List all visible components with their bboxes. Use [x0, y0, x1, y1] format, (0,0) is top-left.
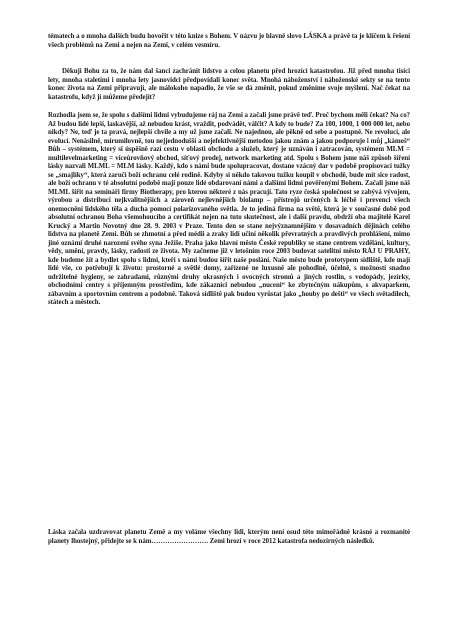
paragraph-intro: tématech a o mnoha dalších budu hovořit v této knize s Bohem. V názvu je hlavně slovo LÁSKA a právě ta je klíčem k řešení všech problémů na Zemi a nejen na Zemi, v celém vesmíru.: [48, 33, 410, 49]
paragraph-thanks: Děkuji Bohu za to, že nám dal šanci zachránit lidstvo a celou planetu před hrozící katastrofou. Již před mnoha tisíci lety, mnoha staletími i mnoha lety jasnovidci předpovídali konec světa. Mnohá náboženství i náboženské sekty se na tento konec života na Zemi připravují, ale málokoho napadlo, že vše se dá změnit, pokud změníme svoje myšlení. Nač čekat na katastrofu, když jí můžeme předejít?: [48, 68, 410, 101]
paragraph-closing: Láska začala uzdravovat planetu Země a my voláme všechny lidi, kterým není osud této mimořádně krásné a rozmanité planety lhostejný, přidejte se k nám……………………. Zemi hrozí v roce 2012 katastrofa nedozírných následků.: [48, 529, 410, 545]
paragraph-main: Rozhodla jsem se, že spolu s dalšími lidmi vybudujeme ráj na Zemi a začali jsme právě teď. Proč bychom měli čekat? Na co? Až budou lidé lepší, laskavější, až nebudou krást, vraždit, podvádět, válčit? A kdy to bude? Za 100, 1000, 1 000 000 let, nebo nikdy? Ne, teď je ta pravá, nejlepší chvíle a my už jsme začali. Ne najednou, ale pěkně od sebe a postupně. Ne revolucí, ale evolucí. Nenásilně, mírumilovně, tou nejjednodušší a nejefektivnější metodou jakou znám a jakou podporuje i můj „kámoš“ Bůh – systémem, který si úspěšně razí cestu v oblasti obchodu a služeb, který je uznáván i zatracován, systémem MLM = multilevelmarketing = víceúrovňový obchod, síťový prodej, network marketing atd. Spolu s Bohem jsme náš způsob šíření lásky nazvali MLML = MLM lásky. Každý, kdo s námi bude spolupracovat, dostane vzácný dar v podobě propisovací tužky se „smajlíky“, která zaručí boží ochranu celé rodině. Kdyby si někdo takovou tužku koupil v obchodě, bude mít sice radost, ale boží ochranu v té absolutní podobě mají pouze lidé obdarovaní námi a dalšími lidmi pověřenými Bohem. Začali jsme náš MLML šířit na semináři firmy Biotherapy, pro kterou některé z nás pracují. Tato ryze česká společnost se zabývá vývojem, výrobou a distribucí nejkvalitnějších a zároveň nejlevnějších biolamp – přístrojů určených k léčbě i prevenci všech onemocnění lidského těla a ducha pomocí polarizovaného světla. Je to jediná firma na světě, která je v současné době pod absolutní ochranou Boha všemohoucího a certifikát nejen na tuto skutečnost, ale i další pravdu, obdrží oba majitelé Karel Krucký a Martin Novotný dne 28. 9. 2003 v Praze. Tento den se stane nejvýznamnějším v dosavadních dějinách celého lidstva na planetě Zemi. Bůh se zhmotní a před médii a zraky lidí učiní několik převratných a pravdivých prohlášení, mimo jiné oznámí druhé narození svého syna Ježíše. Praha jako hlavní město České republiky se stane centrem vzdělání, kultury, vědy, umění, pravdy, lásky, radosti ze života. My začneme již v letošním roce 2003 budovat satelitní město RÁJ U PRAHY, kde budeme žít a bydlet spolu s lidmi, kteří s námi budou šířit naše poslání. Naše město bude prototypem sídliště, kde mají lidé vše, co potřebují k životu: prostorné a světlé domy, zařízené ne luxusně ale pohodlně, účelně, s možností snadno udržitelné hygieny, se zahradami, různými druhy okrasných i ovocných stromů a jiných rostlin, s vodopády, jezírky, obchodními centry s příjemným prostředím, kde zákazníci nebudou „nuceni“ ke zbytečným nákupům, s akvaparkem, zábavním a sportovním centrem a podobně. Taková sídliště pak budou vyrůstat jako „houby po dešti“ ve všech světadílech, státech a městech.: [48, 112, 410, 306]
